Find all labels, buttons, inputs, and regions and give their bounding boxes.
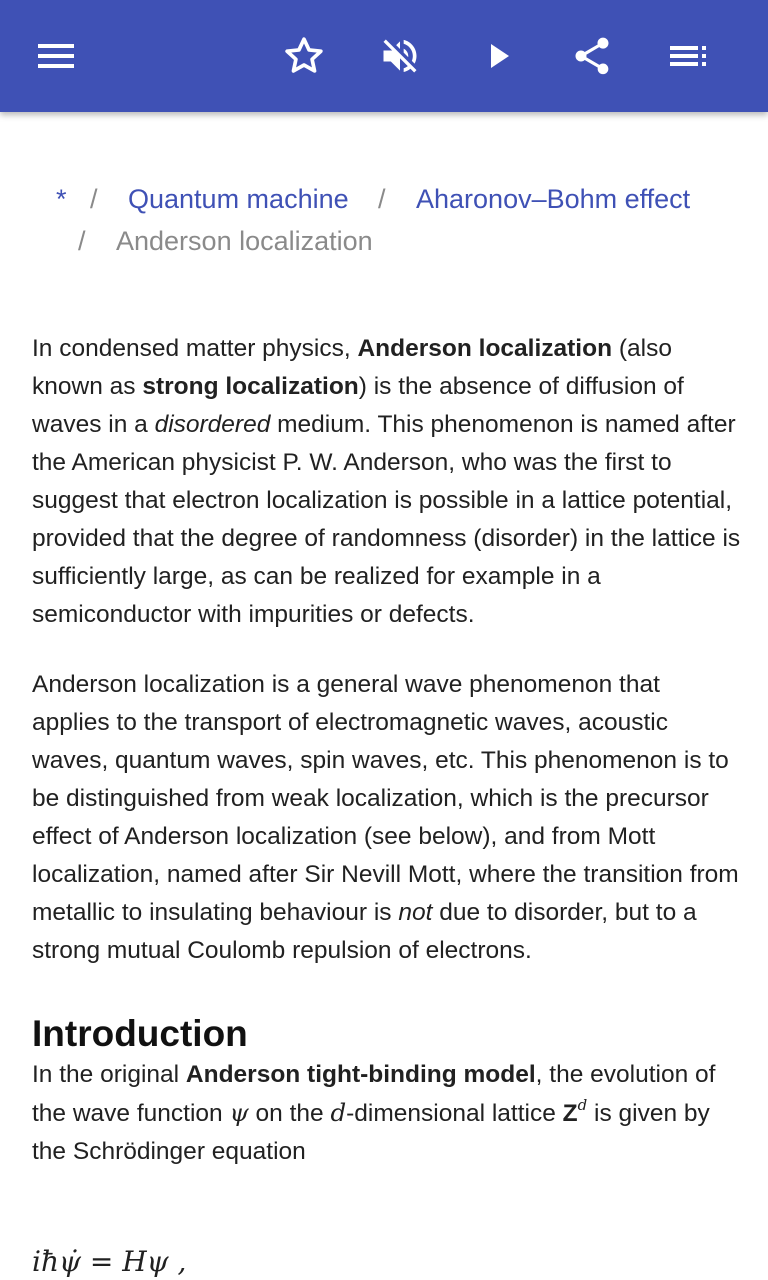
mute-button[interactable] [372, 28, 428, 84]
math-superscript-d: d [577, 1095, 588, 1114]
article-body [32, 330, 742, 1203]
article-paragraph-2: Anderson localization is a general wave phenomenon that applies to the transport of electromagnetic waves, acoustic waves, quantum waves, spin waves, etc. This phenomenon is to be distinguished from weak localization, which is the precursor effect of Anderson localization (see below), and from Mott localization, named after Sir Nevill Mott, where the transition from metallic to insulating behaviour is not due to disorder, but to a strong mutual Coulomb repulsion of electrons. [32, 671, 739, 964]
play-icon [478, 36, 518, 76]
breadcrumb-home-link[interactable]: * [56, 184, 67, 214]
section-heading-introduction: Introduction [32, 1013, 248, 1054]
bold-term-anderson-tight-binding-model: Anderson tight-binding model [185, 1061, 536, 1088]
bold-term-anderson-localization: Anderson localization [357, 335, 613, 362]
breadcrumb-separator: / [90, 184, 98, 214]
breadcrumb-separator: / [78, 226, 86, 256]
list-icon [668, 36, 708, 76]
bookmark-button[interactable] [276, 28, 332, 84]
menu-button[interactable] [28, 28, 84, 84]
article-paragraph-3: In the original Anderson tight-binding model, the evolution of the wave function ψ on the d-dimensional lattice $Z^d$ is given by the Schrödinger equation [32, 1061, 716, 1165]
breadcrumb-item-aharonov-bohm-effect[interactable]: Aharonov–Bohm effect [416, 184, 691, 214]
share-icon [570, 34, 614, 78]
article-paragraph-1: In condensed matter physics, Anderson localization (also known as strong localization) is the absence of diffusion of waves in a disordered medium. This phenomenon is named after the American physicist P. W. Anderson, who was the first to suggest that electron localization is possible in a lattice potential, provided that the degree of randomness (disorder) in the lattice is sufficiently large, as can be realized for example in a semiconductor with impurities or defects. [32, 335, 741, 628]
math-d: d [330, 1098, 347, 1127]
math-lattice-z: Z [562, 1100, 578, 1127]
math-psi: ψ [229, 1098, 249, 1127]
italic-term-disordered: disordered [154, 411, 271, 438]
bold-term-strong-localization: strong localization [142, 373, 359, 400]
breadcrumb-item-quantum-machine[interactable]: Quantum machine [128, 184, 349, 214]
share-button[interactable] [564, 28, 620, 84]
breadcrumb-current-page: Anderson localization [116, 226, 373, 256]
hamburger-menu-icon [36, 36, 76, 76]
app-toolbar [0, 0, 768, 112]
volume-off-icon [378, 34, 422, 78]
schrodinger-equation: iħψ̇ = Hψ , [32, 1245, 187, 1278]
play-button[interactable] [470, 28, 526, 84]
breadcrumb-separator: / [378, 184, 386, 214]
star-outline-icon [282, 34, 326, 78]
italic-term-not: not [398, 899, 433, 926]
table-of-contents-button[interactable] [660, 28, 716, 84]
